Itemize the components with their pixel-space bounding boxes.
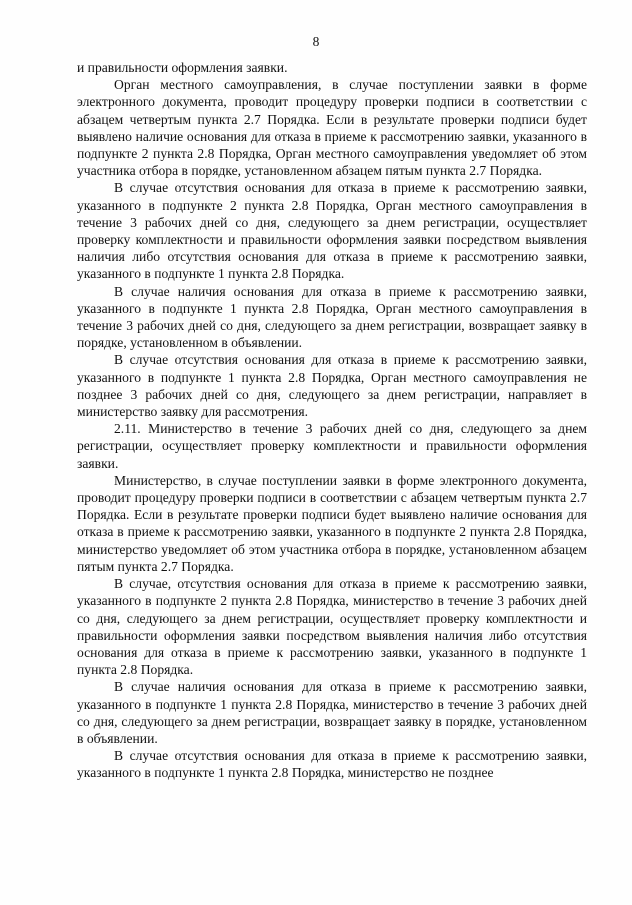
- paragraph-continuation: и правильности оформления заявки.: [77, 60, 288, 75]
- paragraph: В случае наличия основания для отказа в приеме к рассмотрению заявки, указанного в подпункте 1 пункта 2.8 Порядка, министерство в течение 3 рабочих дней со дня, следующего за днем регистрации, возвращает заявку в порядке, установленном в объявлении.: [77, 679, 587, 746]
- paragraph: В случае, отсутствия основания для отказа в приеме к рассмотрению заявки, указанного в подпункте 2 пункта 2.8 Порядка, министерство в течение 3 рабочих дней со дня, следующего за днем регистрации, осуществляет проверку комплектности и правильности оформления заявки посредством выявления наличия либо отсутствия основания для отказа в приеме к рассмотрению заявки, указанного в подпункте 1 пункта 2.8 Порядка.: [77, 576, 587, 678]
- document-body: [77, 59, 587, 782]
- paragraph: Орган местного самоуправления, в случае поступлении заявки в форме электронного документа, проводит процедуру проверки подписи в соответствии с абзацем четвертым пункта 2.7 Порядка. Если в результате проверки подписи будет выявлено наличие основания для отказа в приеме к рассмотрению заявки, указанного в подпункте 2 пункта 2.8 Порядка, Орган местного самоуправления уведомляет об этом участника отбора в порядке, установленном абзацем пятым пункта 2.7 Порядка.: [77, 77, 587, 179]
- paragraph: В случае наличия основания для отказа в приеме к рассмотрению заявки, указанного в подпункте 1 пункта 2.8 Порядка, Орган местного самоуправления в течение 3 рабочих дней со дня, следующего за днем регистрации, возвращает заявку в порядке, установленном в объявлении.: [77, 283, 587, 351]
- paragraph-section-2-11: 2.11. Министерство в течение 3 рабочих дней со дня, следующего за днем регистрации, осуществляет проверку комплектности и правильности оформления заявки.: [77, 421, 587, 471]
- page-number: 8: [312, 34, 320, 49]
- paragraph: Министерство, в случае поступлении заявки в форме электронного документа, проводит процедуру проверки подписи в соответствии с абзацем четвертым пункта 2.7 Порядка. Если в результате проверки подписи будет выявлено наличие основания для отказа в приеме к рассмотрению заявки, указанного в подпункте 2 пункта 2.8 Порядка, министерство уведомляет об этом участника отбора в порядке, установленном абзацем пятым пункта 2.7 Порядка.: [77, 472, 587, 574]
- paragraph: В случае отсутствия основания для отказа в приеме к рассмотрению заявки, указанного в подпункте 2 пункта 2.8 Порядка, Орган местного самоуправления в течение 3 рабочих дней со дня, следующего за днем регистрации, осуществляет проверку комплектности и правильности оформления заявки посредством выявления наличия либо отсутствия основания для отказа в приеме к рассмотрению заявки, указанного в подпункте 1 пункта 2.8 Порядка.: [77, 180, 587, 282]
- paragraph: В случае отсутствия основания для отказа в приеме к рассмотрению заявки, указанного в подпункте 1 пункта 2.8 Порядка, министерство не позднее: [77, 748, 587, 781]
- paragraph: В случае отсутствия основания для отказа в приеме к рассмотрению заявки, указанного в подпункте 1 пункта 2.8 Порядка, Орган местного самоуправления не позднее 3 рабочих дней со дня, следующего за днем регистрации, направляет в министерство заявку для рассмотрения.: [77, 352, 587, 420]
